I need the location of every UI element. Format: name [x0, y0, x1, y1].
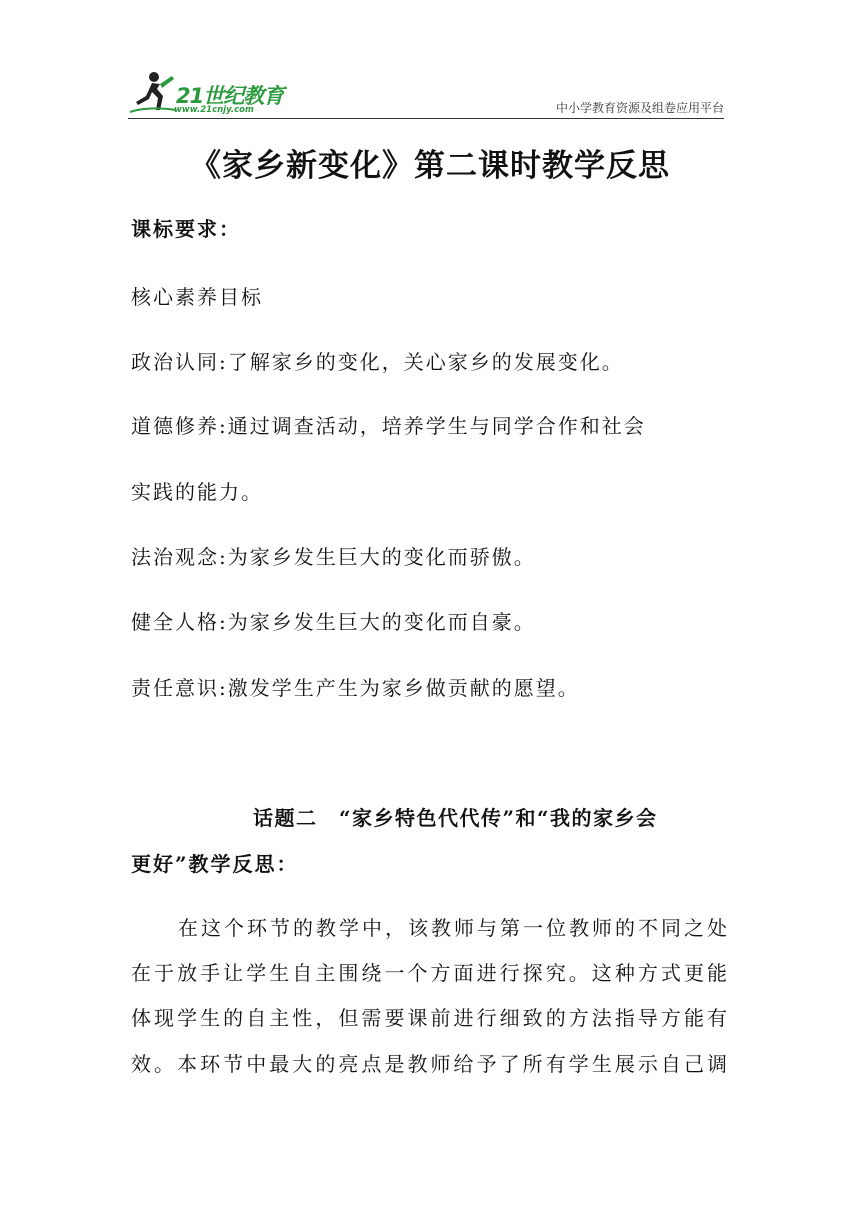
goal-item: 健全人格:为家乡发生巨大的变化而自豪。	[131, 610, 536, 634]
platform-name: 中小学教育资源及组卷应用平台	[555, 101, 724, 115]
paragraph-line: 在这个环节的教学中，该教师与第一位教师的不同之处	[178, 916, 727, 940]
paragraph-line: 在于放手让学生自主围绕一个方面进行探究。这种方式更能	[131, 961, 727, 985]
runner-logo-icon	[128, 68, 178, 114]
page-title: 《家乡新变化》第二课时教学反思	[190, 148, 670, 184]
logo-url-text: www.21cnjy.com	[174, 105, 254, 115]
section-subheading: 核心素养目标	[131, 285, 263, 309]
page-header	[128, 66, 724, 119]
paragraph-line: 体现学生的自主性，但需要课前进行细致的方法指导方能有	[131, 1006, 727, 1030]
paragraph-line: 效。本环节中最大的亮点是教师给予了所有学生展示自己调	[131, 1052, 727, 1076]
topic-heading: 话题二 “家乡特色代代传”和“我的家乡会	[253, 806, 658, 830]
goal-item: 政治认同:了解家乡的变化，关心家乡的发展变化。	[131, 350, 624, 374]
logo	[128, 68, 298, 118]
goal-item: 法治观念:为家乡发生巨大的变化而骄傲。	[131, 545, 536, 569]
logo-brand-text: 21世纪教育	[176, 84, 284, 108]
goal-item: 责任意识:激发学生产生为家乡做贡献的愿望。	[131, 676, 580, 700]
section-heading: 课标要求：	[131, 217, 241, 241]
goal-item: 道德修养:通过调查活动，培养学生与同学合作和社会	[131, 414, 646, 438]
topic-heading-cont: 更好”教学反思：	[131, 852, 299, 876]
goal-item: 实践的能力。	[131, 480, 263, 504]
